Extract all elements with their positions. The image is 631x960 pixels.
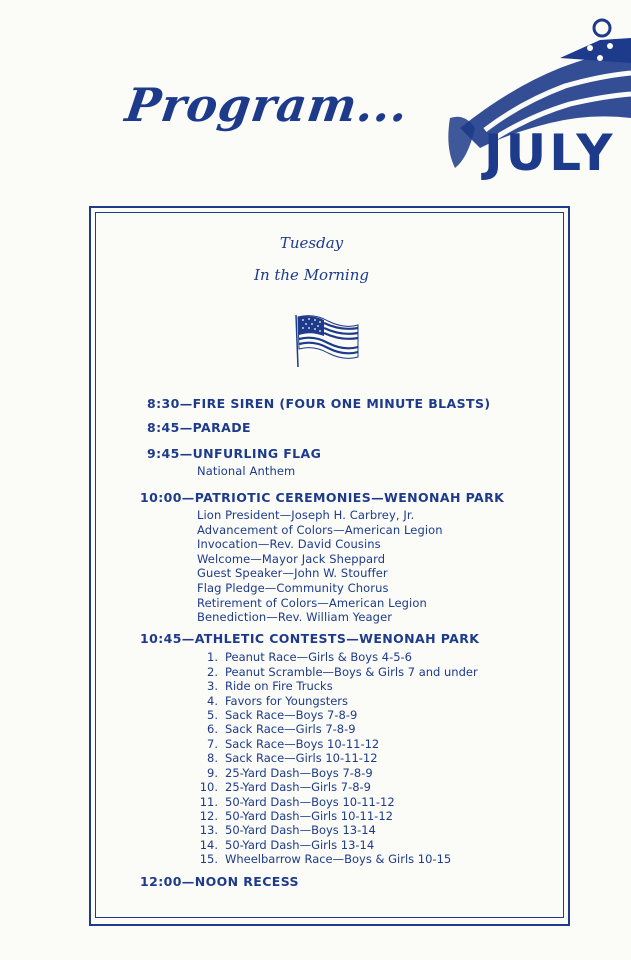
contest-number: 2. bbox=[207, 665, 218, 679]
contest-number: 13. bbox=[199, 823, 218, 837]
event-time: 9:45 bbox=[147, 446, 180, 461]
contest-number: 6. bbox=[207, 722, 218, 736]
ceremony-detail: Benediction—Rev. William Yeager bbox=[197, 610, 393, 624]
contest-name: Sack Race—Boys 7-8-9 bbox=[225, 708, 358, 722]
contest-name: Ride on Fire Trucks bbox=[225, 679, 333, 693]
day-heading: Tuesday bbox=[279, 234, 344, 252]
contest-name: Sack Race—Girls 7-8-9 bbox=[225, 722, 356, 736]
event-title: FIRE SIREN (FOUR ONE MINUTE BLASTS) bbox=[192, 396, 491, 411]
contest-name: 50-Yard Dash—Boys 13-14 bbox=[225, 823, 376, 837]
ceremony-detail: Retirement of Colors—American Legion bbox=[197, 596, 427, 610]
contest-name: Peanut Race—Girls & Boys 4-5-6 bbox=[225, 650, 412, 664]
event-title: ATHLETIC CONTESTS—WENONAH PARK bbox=[194, 631, 480, 646]
contest-number: 10. bbox=[199, 780, 218, 794]
contest-name: Sack Race—Girls 10-11-12 bbox=[225, 751, 378, 765]
event-0: 8:30—FIRE SIREN (FOUR ONE MINUTE BLASTS) bbox=[147, 396, 491, 411]
event-time: 12:00 bbox=[140, 874, 182, 889]
contest-number: 12. bbox=[199, 809, 218, 823]
ceremony-detail: Guest Speaker—John W. Stouffer bbox=[197, 566, 388, 580]
event-title: PATRIOTIC CEREMONIES—WENONAH PARK bbox=[194, 490, 505, 505]
event-1: 8:45—PARADE bbox=[147, 420, 251, 435]
contest-name: 50-Yard Dash—Girls 13-14 bbox=[225, 838, 375, 852]
contest-number: 4. bbox=[207, 694, 218, 708]
contest-number: 7. bbox=[207, 737, 218, 751]
contest-number: 15. bbox=[199, 852, 218, 866]
event-title: PARADE bbox=[192, 420, 251, 435]
event-4: 10:45—ATHLETIC CONTESTS—WENONAH PARK bbox=[140, 631, 480, 646]
july-banner-word: JULY bbox=[484, 124, 616, 182]
event-time: 8:30 bbox=[147, 396, 180, 411]
event-time: 10:00 bbox=[140, 490, 182, 505]
ceremony-detail: Lion President—Joseph H. Carbrey, Jr. bbox=[197, 508, 415, 522]
event-title: NOON RECESS bbox=[194, 874, 299, 889]
event-time: 10:45 bbox=[140, 631, 182, 646]
contest-number: 3. bbox=[207, 679, 218, 693]
event-3: 10:00—PATRIOTIC CEREMONIES—WENONAH PARK bbox=[140, 490, 505, 505]
event-5: 12:00—NOON RECESS bbox=[140, 874, 299, 889]
ceremony-detail: Flag Pledge—Community Chorus bbox=[197, 581, 389, 595]
event-time: 8:45 bbox=[147, 420, 180, 435]
contest-name: 25-Yard Dash—Girls 7-8-9 bbox=[225, 780, 371, 794]
contest-number: 5. bbox=[207, 708, 218, 722]
event-2: 9:45—UNFURLING FLAG bbox=[147, 446, 322, 461]
ceremony-detail: Advancement of Colors—American Legion bbox=[197, 523, 443, 537]
contest-name: 50-Yard Dash—Boys 10-11-12 bbox=[225, 795, 395, 809]
american-flag-icon bbox=[294, 313, 360, 369]
contest-name: Favors for Youngsters bbox=[225, 694, 348, 708]
contest-number: 1. bbox=[207, 650, 218, 664]
contest-name: 50-Yard Dash—Girls 10-11-12 bbox=[225, 809, 393, 823]
ceremony-detail: Invocation—Rev. David Cousins bbox=[197, 537, 381, 551]
contest-number: 11. bbox=[199, 795, 218, 809]
contest-name: Sack Race—Boys 10-11-12 bbox=[225, 737, 380, 751]
contest-number: 9. bbox=[207, 766, 218, 780]
contest-name: 25-Yard Dash—Boys 7-8-9 bbox=[225, 766, 373, 780]
contest-number: 8. bbox=[207, 751, 218, 765]
program-title: Program... bbox=[122, 78, 413, 132]
contest-name: Wheelbarrow Race—Boys & Girls 10-15 bbox=[225, 852, 452, 866]
event-title: UNFURLING FLAG bbox=[192, 446, 322, 461]
ceremony-detail: Welcome—Mayor Jack Sheppard bbox=[197, 552, 386, 566]
contest-number: 14. bbox=[199, 838, 218, 852]
period-heading: In the Morning bbox=[254, 266, 369, 284]
contest-name: Peanut Scramble—Boys & Girls 7 and under bbox=[225, 665, 478, 679]
unfurling-detail: National Anthem bbox=[197, 464, 296, 478]
